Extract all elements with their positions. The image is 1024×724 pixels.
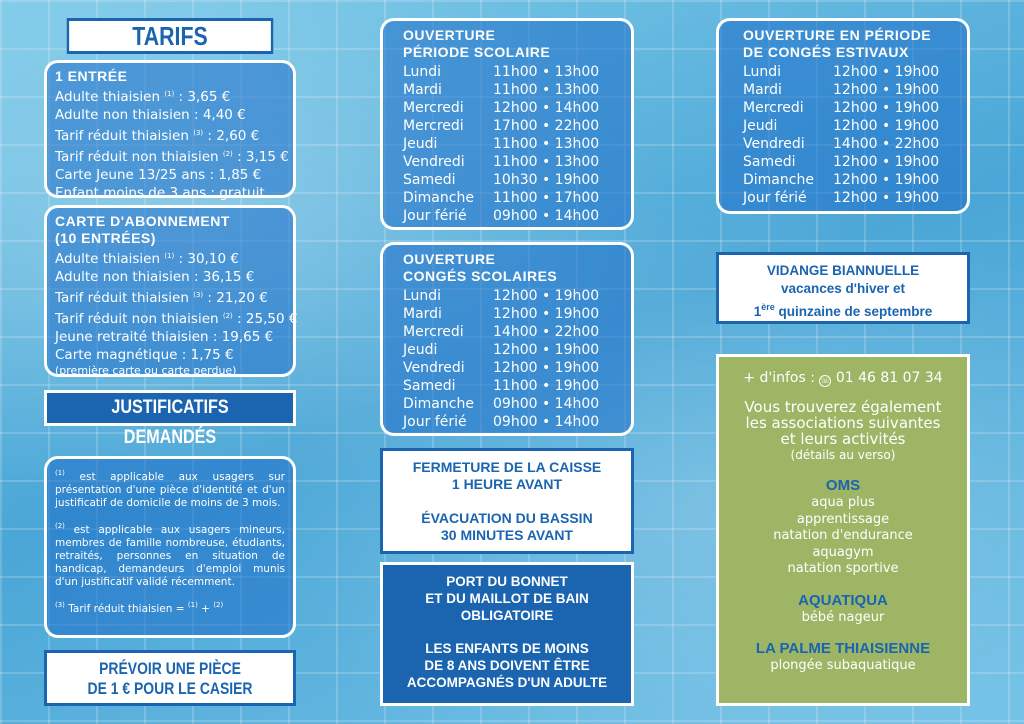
estivaux-box [716,18,970,214]
price-line [55,328,285,346]
note-2-text: est applicable aux usagers mineurs, membres de famille nombreuse, étudiants, retraités, personnes en situation de handicap, demandeurs d'emploi munis d'un justificatif validé récemment. [55,524,285,588]
price-line [55,346,285,364]
schedule-day: Vendredi [403,360,465,376]
schedule-row [403,395,611,413]
entree-heading: 1 ENTRÉE [55,68,128,84]
schedule-hours: 11h00 • 13h00 [493,82,600,98]
note-3-sup-b: (2) [213,601,224,609]
schedule-hours: 09h00 • 14h00 [493,414,600,430]
note-1-sup: (1) [55,469,65,477]
note-3-sup: (3) [55,601,65,609]
price-line [55,166,285,184]
schedule-hours: 12h00 • 19h00 [493,306,600,322]
price-line-tail: : 3,65 € [174,89,231,105]
conges-scolaires-schedule [403,287,611,431]
periode-scolaire-title-2: PÉRIODE SCOLAIRE [403,44,551,60]
justificatifs-box [44,456,296,638]
schedule-row [403,305,611,323]
schedule-row [403,207,611,225]
schedule-hours: 11h00 • 13h00 [493,64,600,80]
schedule-row [743,81,943,99]
schedule-hours: 09h00 • 14h00 [493,208,600,224]
association-activity: apprentissage [796,511,890,527]
schedule-hours: 12h00 • 14h00 [493,100,600,116]
schedule-hours: 10h30 • 19h00 [493,172,600,188]
schedule-day: Mercredi [403,100,464,116]
association-name: LA PALME THIAISIENNE [755,640,931,657]
price-line [55,106,285,124]
price-line [55,145,289,166]
association-name: OMS [825,477,861,494]
periode-scolaire-title-1: OUVERTURE [403,27,496,43]
schedule-day: Mardi [403,306,442,322]
schedule-day: Dimanche [403,396,474,412]
note-2 [55,520,285,589]
periode-scolaire-schedule [403,63,611,225]
schedule-day: Jour férié [403,414,467,430]
price-line [55,286,285,307]
note-3 [55,599,285,616]
bonnet-line-5: DE 8 ANS DOIVENT ÊTRE [424,658,590,673]
schedule-day: Jeudi [743,118,778,134]
schedule-hours: 12h00 • 19h00 [493,288,600,304]
tarifs-title-text: TARIFS [132,21,208,51]
vidange-line-3-sup: ère [761,302,775,312]
price-line-sup: (2) [222,312,233,320]
association-activity: aquagym [812,544,874,560]
association-name: AQUATIQUA [798,591,888,609]
schedule-day: Jeudi [403,342,438,358]
schedule-hours: 11h00 • 13h00 [493,154,600,170]
schedule-row [743,171,943,189]
schedule-day: Jour férié [743,190,807,206]
estivaux-title-2: DE CONGÉS ESTIVAUX [743,44,909,60]
schedule-hours: 12h00 • 19h00 [833,82,940,98]
tarifs-title [67,18,274,54]
schedule-day: Dimanche [403,190,474,206]
casier-line-1: PRÉVOIR UNE PIÈCE [99,659,241,678]
schedule-row [403,63,611,81]
vidange-line-3-rest: quinzaine de septembre [774,304,933,319]
fermeture-line-4: 30 MINUTES AVANT [441,527,573,543]
bonnet-line-1: PORT DU BONNET [446,574,568,589]
vidange-line-3 [719,298,967,321]
schedule-row [403,287,611,305]
price-line-text: Tarif réduit thiaisien [55,128,194,144]
fermeture-line-2: 1 HEURE AVANT [451,476,563,492]
schedule-row [743,99,943,117]
schedule-hours: 12h00 • 19h00 [833,118,940,134]
conges-scolaires-title-1: OUVERTURE [403,251,496,267]
price-line-sup: (3) [193,291,204,299]
schedule-hours: 11h00 • 13h00 [493,136,600,152]
price-line-text: Tarif réduit non thiaisien [55,149,223,165]
abonnement-heading-1: CARTE D'ABONNEMENT [55,213,230,229]
schedule-row [403,117,611,135]
schedule-day: Lundi [743,64,782,80]
fermeture-line-1: FERMETURE DE LA CAISSE [412,459,602,475]
schedule-day: Jour férié [403,208,467,224]
price-line-tail: : 30,10 € [174,251,239,267]
casier-line-2: DE 1 € POUR LE CASIER [87,679,253,698]
note-3-sup-a: (1) [187,601,198,609]
association-activity: natation sportive [787,561,899,576]
schedule-day: Mardi [743,82,782,98]
association [719,592,967,627]
price-line [55,247,285,268]
infos-phone-prefix: + d'infos : [743,370,820,386]
entree-box [44,60,296,201]
schedule-day: Lundi [403,64,442,80]
schedule-day: Samedi [743,154,796,170]
schedule-row [403,341,611,359]
schedule-row [403,189,611,207]
bonnet-line-4: LES ENFANTS DE MOINS [425,641,589,656]
price-line-text: Tarif réduit non thiaisien [55,311,223,327]
price-line [55,268,285,286]
note-1 [55,467,285,510]
schedule-hours: 12h00 • 19h00 [833,190,940,206]
vidange-line-2: vacances d'hiver et [780,281,906,296]
schedule-row [403,413,611,431]
price-line-text: Carte Jeune 13/25 ans : 1,85 € [55,167,262,183]
note-2-sup: (2) [55,522,65,530]
schedule-hours: 12h00 • 19h00 [493,342,600,358]
schedule-row [403,135,611,153]
schedule-day: Dimanche [743,172,814,188]
conges-scolaires-box [380,242,634,436]
schedule-hours: 14h00 • 22h00 [833,136,940,152]
schedule-hours: 12h00 • 19h00 [833,154,940,170]
price-line [55,124,285,145]
infos-intro-1: Vous trouverez également [744,398,942,416]
price-line-sup: (1) [164,90,175,98]
association-activity: bébé nageur [801,609,885,625]
schedule-row [403,323,611,341]
bonnet-line-3: OBLIGATOIRE [460,608,554,623]
price-line-text: Enfant moins de 3 ans : gratuit [55,185,265,201]
note-1-text: est applicable aux usagers sur présentation d'une pièce d'identité et d'un justificatif de domicile de moins de 3 mois. [55,471,285,509]
price-line-sup: (1) [164,252,175,260]
schedule-day: Mercredi [403,324,464,340]
schedule-hours: 11h00 • 17h00 [493,190,600,206]
schedule-day: Mercredi [403,118,464,134]
schedule-hours: 14h00 • 22h00 [493,324,600,340]
price-line [55,85,285,106]
vidange-line-3-num: 1 [753,304,762,319]
infos-intro-2: les associations suivantes [745,414,941,432]
price-line-text: Adulte non thiaisien : 36,15 € [55,269,255,285]
abonnement-box [44,205,296,377]
infos-phone-number: 01 46 81 07 34 [831,370,943,386]
price-line [55,184,285,202]
vidange-line-1: VIDANGE BIANNUELLE [766,263,920,278]
infos-box [716,354,970,706]
schedule-day: Mercredi [743,100,804,116]
note-3-text-a: Tarif réduit thiaisien = [64,603,188,615]
schedule-day: Lundi [403,288,442,304]
schedule-row [743,135,943,153]
schedule-row [743,117,943,135]
vidange-box [716,252,970,324]
price-line-sup: (2) [222,150,233,158]
price-line-tail: : 2,60 € [203,128,260,144]
price-line-text: Adulte thiaisien [55,89,165,105]
bonnet-box [380,562,634,706]
schedule-day: Jeudi [403,136,438,152]
infos-intro-3: et leurs activités [780,430,906,448]
schedule-hours: 12h00 • 19h00 [833,172,940,188]
schedule-row [403,99,611,117]
price-line-text: Carte magnétique : 1,75 € [55,347,234,363]
schedule-row [403,359,611,377]
abonnement-lines [55,247,298,364]
schedule-day: Mardi [403,82,442,98]
schedule-row [403,153,611,171]
casier-box [44,650,296,706]
estivaux-title-1: OUVERTURE EN PÉRIODE [743,27,932,43]
schedule-hours: 12h00 • 19h00 [833,100,940,116]
schedule-day: Vendredi [403,154,465,170]
price-line-tail: : 21,20 € [203,290,268,306]
price-line-tail: : 25,50 € [232,311,298,327]
schedule-day: Vendredi [743,136,805,152]
abonnement-note: (première carte ou carte perdue) [55,364,237,377]
price-line-tail: : 3,15 € [232,149,289,165]
schedule-row [743,189,943,207]
price-line-text: Jeune retraité thiaisien : 19,65 € [55,329,274,345]
bonnet-line-6: ACCOMPAGNÉS D'UN ADULTE [406,675,608,690]
schedule-row [403,171,611,189]
periode-scolaire-box [380,18,634,230]
price-line-text: Tarif réduit thiaisien [55,290,194,306]
justificatifs-title-text: JUSTIFICATIFS DEMANDÉS [111,397,229,448]
schedule-day: Samedi [403,378,456,394]
entree-lines [55,85,289,202]
phone-icon: ☏ [820,376,831,385]
association-activity: aqua plus [811,495,875,510]
association-list [719,477,967,675]
association [719,640,967,675]
association-activity: natation d'endurance [773,528,913,543]
fermeture-box [380,448,634,554]
fermeture-line-3: ÉVACUATION DU BASSIN [421,510,593,526]
schedule-hours: 11h00 • 19h00 [493,378,600,394]
justificatifs-title [44,390,296,448]
association-activity: plongée subaquatique [770,658,916,673]
price-line-text: Adulte thiaisien [55,251,165,267]
price-line-sup: (3) [193,129,204,137]
infos-intro-4: (détails au verso) [790,448,896,462]
conges-scolaires-title-2: CONGÉS SCOLAIRES [403,268,558,284]
association [719,477,967,578]
schedule-hours: 12h00 • 19h00 [833,64,940,80]
bonnet-line-2: ET DU MAILLOT DE BAIN [425,591,589,606]
schedule-hours: 09h00 • 14h00 [493,396,600,412]
price-line [55,307,298,328]
abonnement-heading-2: (10 ENTRÉES) [55,230,156,246]
price-line-text: Adulte non thiaisien : 4,40 € [55,107,246,123]
schedule-row [403,81,611,99]
schedule-row [743,63,943,81]
infos-phone [719,369,967,387]
schedule-row [403,377,611,395]
note-3-text-b: + [197,603,214,615]
schedule-day: Samedi [403,172,456,188]
schedule-row [743,153,943,171]
schedule-hours: 12h00 • 19h00 [493,360,600,376]
schedule-hours: 17h00 • 22h00 [493,118,600,134]
estivaux-schedule [743,63,943,207]
